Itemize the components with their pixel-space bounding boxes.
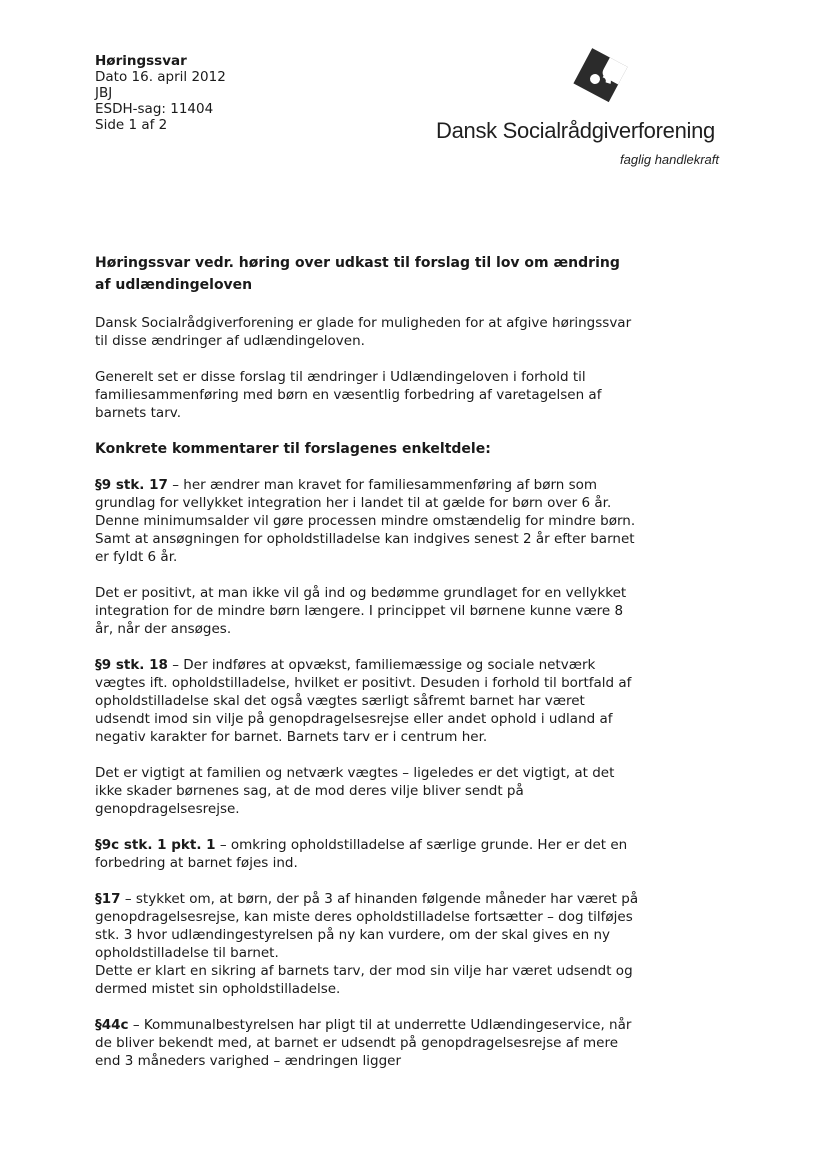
case-number: ESDH-sag: 11404 (95, 101, 214, 117)
comment-text: Dette er klart en sikring af barnets tarv, der mod sin vilje har været udsendt og dermed mistet sin opholdstilladelse. (95, 963, 633, 997)
section-heading: Konkrete kommentarer til forslagenes enkeltdele: (95, 441, 491, 457)
comment-text: – Kommunalbestyrelsen har pligt til at underrette Udlændingeservice, når de bliver bekendt med, at barnet er udsendt på genopdragelsesrejse af mere end 3 måneders varighed – ændringen ligger (95, 1017, 632, 1069)
comment-text: Det er positivt, at man ikke vil gå ind og bedømme grundlaget for en vellykket integration for de mindre børn længere. I princippet vil børnene kunne være 8 år, når der ansøges. (95, 585, 627, 637)
page-number: Side 1 af 2 (95, 117, 168, 133)
paragraph-reference: §9 stk. 18 (95, 657, 168, 673)
comment-text: Det er vigtigt at familien og netværk vægtes – ligeledes er det vigtigt, at det ikke skader børnenes sag, at de mod deres vilje bliver sendt på genopdragelsesrejse. (95, 765, 615, 817)
comment-paragraph (95, 1016, 640, 1070)
org-tagline: faglig handlekraft (620, 152, 720, 167)
intro-paragraph: Generelt set er disse forslag til ændringer i Udlændingeloven i forhold til familiesammenføring med børn en væsentlig forbedring af varetagelsen af barnets tarv. (95, 369, 602, 421)
comment-paragraph (95, 584, 640, 638)
comment-text: – her ændrer man kravet for familiesammenføring af børn som grundlag for vellykket integration her i landet til at gælde for børn over 6 år. Denne minimumsalder vil gøre processen mindre omstændelig for mindre børn. Samt at ansøgningen for opholdstilladelse kan indgives senest 2 år efter barnet er fyldt 6 år. (95, 477, 636, 565)
comment-paragraph (95, 656, 640, 746)
comment-paragraph (95, 476, 640, 566)
org-name: Dansk Socialrådgiverforening (436, 118, 715, 143)
paragraph-reference: §9 stk. 17 (95, 477, 168, 493)
paragraph-reference: §17 (95, 891, 121, 907)
document-title: Høringssvar vedr. høring over udkast til forslag til lov om ændring af udlændingeloven (95, 255, 620, 293)
comment-paragraph (95, 836, 640, 872)
doc-date: Dato 16. april 2012 (95, 69, 226, 85)
author-initials: JBJ (95, 85, 113, 101)
comment-text: – Der indføres at opvækst, familiemæssige og sociale netværk vægtes ift. opholdstilladelse, hvilket er positivt. Desuden i forhold til bortfald af opholdstilladelse skal det også vægtes særligt såfremt barnet har været udsendt imod sin vilje på genopdragelsesrejse eller andet ophold i udland af negativ karakter for barnet. Barnets tarv er i centrum her. (95, 657, 632, 745)
comment-text: – stykket om, at børn, der på 3 af hinanden følgende måneder har været på genopdragelsesrejse, kan miste deres opholdstilladelse fortsætter – dog tilføjes stk. 3 hvor udlændingestyrelsen på ny kan vurdere, om der skal gives en ny opholdstilladelse til barnet. (95, 891, 639, 961)
comment-paragraph (95, 890, 640, 998)
dsr-logo-icon (567, 48, 633, 104)
comment-paragraph (95, 764, 640, 818)
paragraph-reference: §9c stk. 1 pkt. 1 (95, 837, 216, 853)
paragraph-reference: §44c (95, 1017, 129, 1033)
document-body (95, 252, 640, 1088)
doc-type: Høringssvar (95, 53, 187, 69)
comment-text: – omkring opholdstilladelse af særlige grunde. Her er det en forbedring at barnet føjes ind. (95, 837, 628, 871)
document-meta (95, 53, 226, 133)
intro-paragraph: Dansk Socialrådgiverforening er glade for muligheden for at afgive høringssvar til disse ændringer af udlændingeloven. (95, 315, 632, 349)
